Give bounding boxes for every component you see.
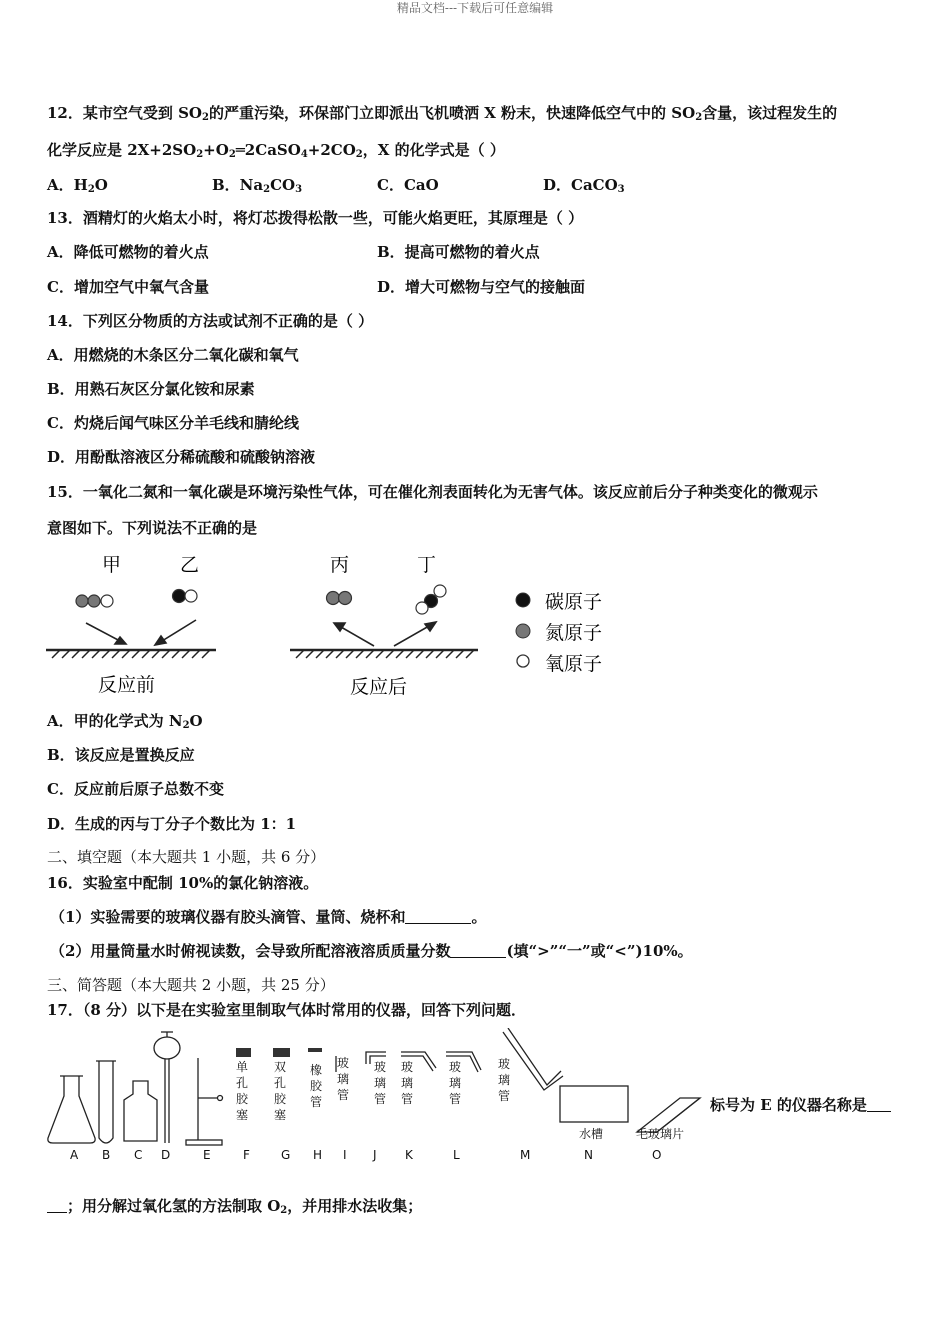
reagent-bottle: [124, 1081, 157, 1141]
q17-answer-blank-1-cont[interactable]: [47, 1198, 67, 1213]
q13-stem: 13．酒精灯的火焰太小时，将灯芯拨得松散一些，可能火焰更旺，其原理是（ ）: [47, 209, 584, 227]
q12-option-b: B．$Na_2CO_3$: [212, 176, 303, 195]
stoppers: [236, 1048, 322, 1057]
svg-text:孔: 孔: [236, 1076, 249, 1090]
q13-option-c: C．增加空气中氧气含量: [47, 278, 209, 296]
label-glass-tube-i: 玻: [337, 1056, 350, 1070]
arrows-after: [334, 622, 436, 646]
svg-text:璃: 璃: [449, 1076, 462, 1090]
svg-text:胶: 胶: [274, 1092, 287, 1106]
legend-carbon: 碳原子: [545, 591, 603, 613]
svg-text:O: O: [652, 1148, 662, 1162]
svg-text:L: L: [453, 1148, 460, 1162]
svg-text:B: B: [102, 1148, 111, 1162]
label-glass-tube-l: 玻: [449, 1060, 462, 1074]
page-header: 精品文档---下载后可任意编辑: [396, 1, 554, 15]
label-after: 反应后: [350, 676, 408, 698]
svg-text:管: 管: [498, 1089, 511, 1103]
q14-option-a: A．用燃烧的木条区分二氧化碳和氧气: [47, 346, 299, 364]
svg-text:N: N: [584, 1148, 593, 1162]
svg-text:管: 管: [449, 1092, 462, 1106]
svg-text:K: K: [405, 1148, 413, 1162]
section-3-heading: 三、简答题（本大题共 2 小题，共 25 分）: [47, 976, 335, 994]
label-glass-tube-m: 玻: [498, 1057, 511, 1071]
catalyst-surface-after: [290, 650, 478, 658]
q13-option-a: A．降低可燃物的着火点: [47, 243, 209, 261]
svg-text:孔: 孔: [274, 1076, 287, 1090]
svg-text:璃: 璃: [337, 1072, 350, 1086]
svg-text:塞: 塞: [236, 1108, 249, 1122]
svg-text:A: A: [70, 1148, 79, 1162]
label-ding: 丁: [417, 554, 437, 576]
q13-option-d: D．增大可燃物与空气的接触面: [377, 278, 586, 296]
q16-part2: （2）用量筒量水时俯视读数，会导致所配溶液溶质质量分数 (填“>”“一”或“<”)10%。: [50, 942, 693, 960]
svg-text:E: E: [203, 1148, 211, 1162]
svg-text:J: J: [373, 1148, 377, 1162]
svg-text:管: 管: [337, 1088, 350, 1102]
q14-option-d: D．用酚酞溶液区分稀硫酸和硫酸钠溶液: [47, 448, 316, 466]
svg-text:璃: 璃: [374, 1076, 387, 1090]
section-2-heading: 二、填空题（本大题共 1 小题，共 6 分）: [47, 848, 326, 866]
q15-option-d: D．生成的丙与丁分子个数比为 1：1: [47, 815, 297, 833]
q12-line2: 化学反应是 $2X+2SO_2+O_2═2CaSO_4+2CO_2$，X 的化学式是（ ）: [47, 141, 505, 160]
svg-text:璃: 璃: [498, 1073, 511, 1087]
legend-carbon-dot: [516, 593, 530, 607]
funnel-bulb: [154, 1037, 180, 1059]
q17-side-question: 标号为 E 的仪器名称是: [710, 1095, 891, 1115]
iron-stand-base: [186, 1140, 222, 1145]
svg-text:F: F: [243, 1148, 250, 1162]
label-glass-tube-j: 玻: [374, 1060, 387, 1074]
label-jia: 甲: [102, 554, 122, 576]
svg-text:璃: 璃: [401, 1076, 414, 1090]
svg-text:管: 管: [374, 1092, 387, 1106]
q16-answer-blank-1[interactable]: [405, 909, 471, 924]
arrows-before: [86, 620, 196, 645]
svg-text:胶: 胶: [310, 1079, 323, 1093]
svg-text:D: D: [161, 1148, 171, 1162]
apparatus-figure: [40, 1028, 705, 1168]
long-neck-funnel: [165, 1059, 169, 1143]
q15-line2: 意图如下。下列说法不正确的是: [47, 519, 258, 537]
q12-option-c: C．CaO: [377, 176, 439, 194]
molecule-ding: [416, 585, 446, 614]
q12-option-d: D．CaCO$_3$: [543, 176, 625, 195]
q17-stem: 17．（8 分）以下是在实验室里制取气体时常用的仪器，回答下列问题．: [47, 1001, 527, 1019]
q16-part1: （1）实验需要的玻璃仪器有胶头滴管、量筒、烧杯和 。: [50, 908, 487, 926]
water-trough: [560, 1086, 628, 1122]
q15-option-a: A．甲的化学式为 $N_2O$: [47, 712, 203, 731]
q17-answer-blank-1[interactable]: [867, 1097, 891, 1112]
q17-line-next: ；用分解过氧化氢的方法制取 $O_2$，并用排水法收集；: [47, 1196, 422, 1221]
svg-text:管: 管: [401, 1092, 414, 1106]
label-bing: 丙: [330, 554, 350, 576]
svg-text:塞: 塞: [274, 1108, 287, 1122]
q16-stem: 16．实验室中配制 10%的氯化钠溶液。: [47, 874, 319, 892]
q14-stem: 14．下列区分物质的方法或试剂不正确的是（ ）: [47, 312, 374, 330]
reaction-diagram: [40, 548, 630, 703]
svg-text:M: M: [520, 1148, 531, 1162]
svg-text:H: H: [313, 1148, 323, 1162]
q12-option-a: A．$H_2O$: [47, 176, 108, 195]
legend-nitrogen-dot: [516, 624, 530, 638]
q15-line1: 15．一氧化二氮和一氧化碳是环境污染性气体，可在催化剂表面转化为无害气体。该反应前后分子种类变化的微观示: [47, 483, 818, 501]
label-single-hole-stopper-1: 单: [236, 1060, 249, 1074]
conical-flask: [48, 1076, 95, 1143]
label-double-hole-stopper: 双: [274, 1060, 287, 1074]
test-tube: [99, 1061, 113, 1143]
svg-text:管: 管: [310, 1095, 323, 1109]
molecule-jia: [76, 595, 113, 607]
svg-text:胶: 胶: [236, 1092, 249, 1106]
q13-option-b: B．提高可燃物的着火点: [377, 243, 540, 261]
apparatus-letters: [70, 1148, 661, 1162]
q12-line1: 12．某市空气受到 $SO_2$的严重污染，环保部门立即派出飞机喷洒 X 粉末，快速降低空气中的 $SO_2$含量，该过程发生的: [47, 104, 838, 123]
svg-text:C: C: [134, 1148, 143, 1162]
svg-text:G: G: [281, 1148, 291, 1162]
q14-option-c: C．灼烧后闻气味区分羊毛线和腈纶线: [47, 414, 299, 432]
label-before: 反应前: [98, 674, 156, 696]
legend: [516, 591, 602, 675]
molecule-yi: [173, 590, 198, 603]
svg-text:I: I: [343, 1148, 347, 1162]
q15-option-b: B．该反应是置换反应: [47, 746, 195, 764]
q15-option-c: C．反应前后原子总数不变: [47, 780, 224, 798]
molecule-bing: [327, 592, 352, 605]
legend-oxygen: 氧原子: [545, 653, 603, 675]
q16-answer-blank-2[interactable]: [450, 943, 506, 958]
label-glass-tube-k: 玻: [401, 1060, 414, 1074]
legend-nitrogen: 氮原子: [545, 622, 603, 644]
catalyst-surface-before: [46, 650, 216, 658]
legend-oxygen-dot: [517, 655, 529, 667]
label-water-trough: 水槽: [579, 1127, 604, 1141]
q14-option-b: B．用熟石灰区分氯化铵和尿素: [47, 380, 255, 398]
label-rubber-tube: 橡: [310, 1063, 323, 1077]
label-glass-slide: 毛玻璃片: [636, 1127, 685, 1141]
label-yi: 乙: [180, 554, 200, 576]
